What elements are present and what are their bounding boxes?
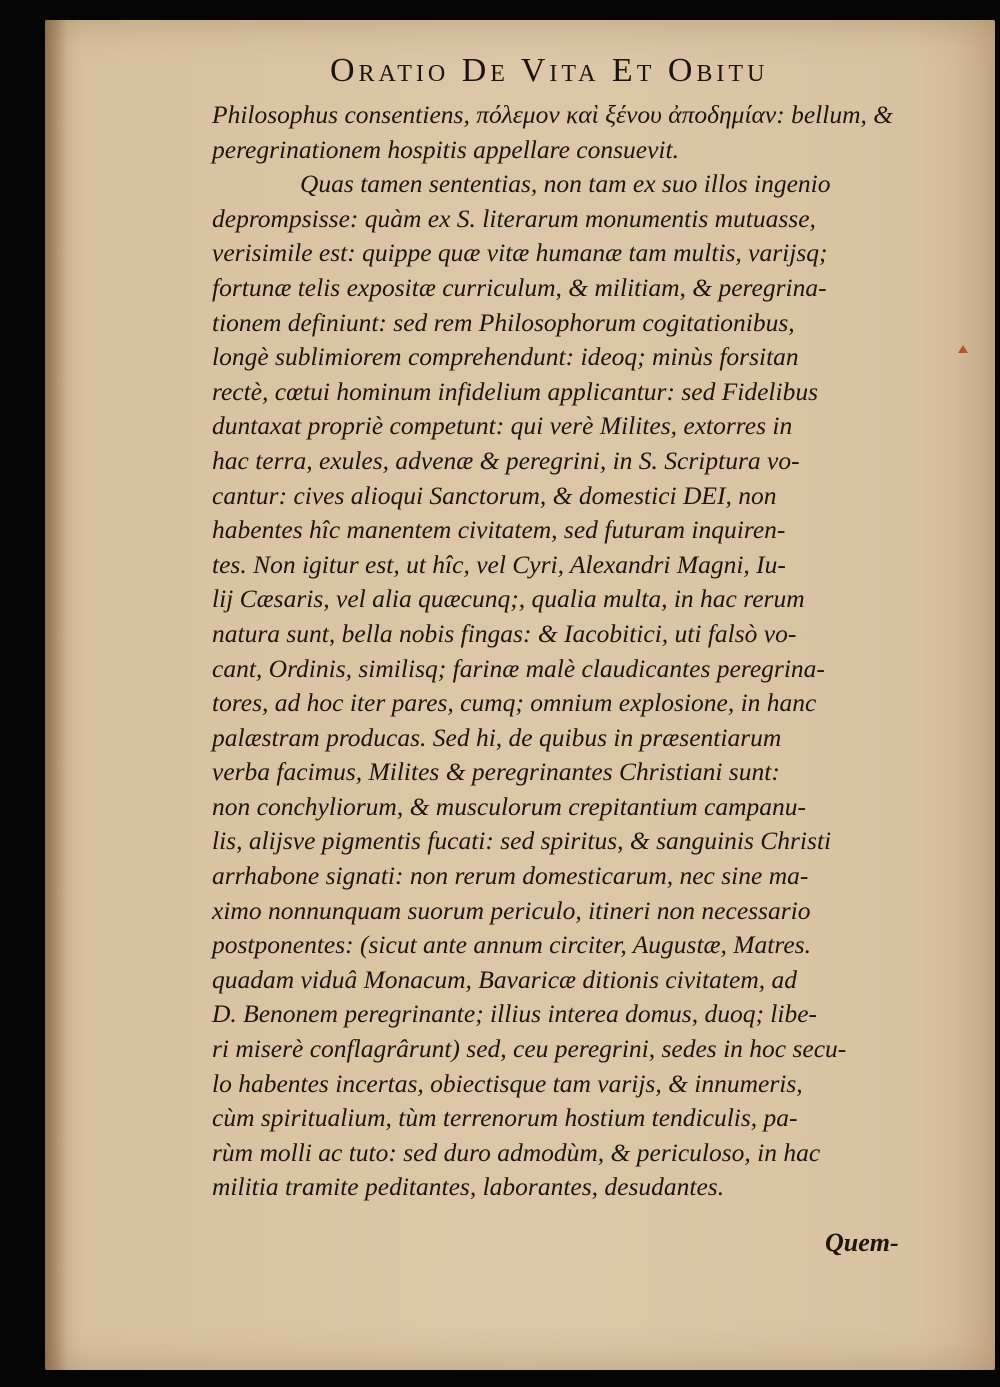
text-line: hac terra, exules, advenæ & peregrini, in S. Scriptura vo- — [212, 445, 800, 475]
text-line: habentes hîc manentem civitatem, sed futuram inquiren- — [212, 515, 786, 545]
margin-mark — [958, 345, 968, 353]
text-line: fortunæ telis expositæ curriculum, & militiam, & peregrina- — [212, 272, 827, 302]
text-line: arrhabone signati: non rerum domesticarum, nec sine ma- — [212, 861, 809, 891]
text-line: quadam viduâ Monacum, Bavaricæ ditionis civitatem, ad — [212, 964, 797, 994]
text-line: Philosophus consentiens, πόλεμον καὶ ξένου ἀποδημίαν: bellum, & — [212, 100, 894, 129]
text-line: lis, alijsve pigmentis fucati: sed spiritus, & sanguinis Christi — [212, 826, 832, 856]
text-line: cùm spiritualium, tùm terrenorum hostium tendiculis, pa- — [212, 1103, 798, 1133]
text-line: rùm molli ac tuto: sed duro admodùm, & periculoso, in hac — [212, 1137, 821, 1167]
text-line: verisimile est: quippe quæ vitæ humanæ tam multis, varijsq; — [212, 238, 828, 268]
text-line: cantur: cives alioqui Sanctorum, & domestici DEI, non — [212, 480, 777, 510]
text-line: postponentes: (sicut ante annum circiter, Augustæ, Matres. — [212, 930, 811, 960]
text-line: rectè, cœtui hominum infidelium applicantur: sed Fidelibus — [212, 376, 819, 406]
text-line: tores, ad hoc iter pares, cumq; omnium explosione, in hanc — [212, 688, 817, 718]
text-line: verba facimus, Milites & peregrinantes Christiani sunt: — [212, 757, 780, 787]
text-line: D. Benonem peregrinante; illius interea domus, duoq; libe- — [212, 999, 818, 1029]
text-line: non conchyliorum, & musculorum crepitantium campanu- — [212, 791, 806, 821]
text-line: deprompsisse: quàm ex S. literarum monumentis mutuasse, — [212, 203, 816, 233]
text-line: Quas tamen sententias, non tam ex suo illos ingenio — [300, 169, 831, 199]
body-text — [212, 98, 942, 1205]
text-line: lij Cæsaris, vel alia quæcunq;, qualia multa, in hac rerum — [212, 584, 805, 614]
text-line: lo habentes incertas, obiectisque tam varijs, & innumeris, — [212, 1068, 803, 1098]
text-line: longè sublimiorem comprehendunt: ideoq; minùs forsitan — [212, 342, 799, 372]
text-line: peregrinationem hospitis appellare consuevit. — [212, 134, 679, 164]
text-line: ximo nonnunquam suorum periculo, itineri non necessario — [212, 895, 811, 925]
text-line: tes. Non igitur est, ut hîc, vel Cyri, Alexandri Magni, Iu- — [212, 549, 786, 579]
text-line: tionem definiunt: sed rem Philosophorum cogitationibus, — [212, 307, 795, 337]
text-line: ri miserè conflagrârunt) sed, ceu peregrini, sedes in hoc secu- — [212, 1034, 847, 1064]
catchword: Quem- — [825, 1228, 899, 1257]
page-gutter-shadow — [45, 20, 67, 1370]
running-head: Oratio De Vita Et Obitu — [330, 52, 769, 89]
text-line: natura sunt, bella nobis fingas: & Iacobitici, uti falsò vo- — [212, 618, 797, 648]
text-line: cant, Ordinis, similisq; farinæ malè claudicantes peregrina- — [212, 653, 825, 683]
text-line: palæstram producas. Sed hi, de quibus in præsentiarum — [212, 722, 782, 752]
text-line: militia tramite peditantes, laborantes, desudantes. — [212, 1172, 725, 1202]
text-line: duntaxat propriè competunt: qui verè Milites, extorres in — [212, 411, 793, 441]
